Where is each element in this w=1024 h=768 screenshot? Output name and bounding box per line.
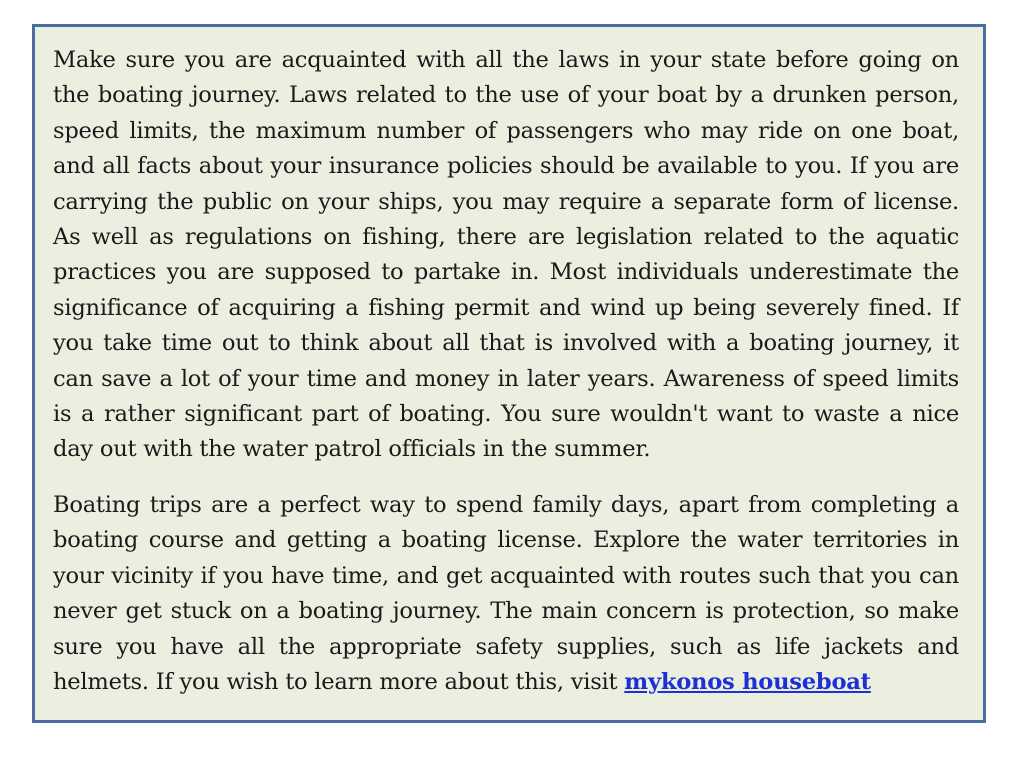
paragraph-trips-text: Boating trips are a perfect way to spend family days, apart from completing a boating course and getting a boating license. Explore the water territories in your vicinity if you have time, and get acquainted with routes such that you can never get stuck on a boating journey. The main concern is protection, so make sure you have all the appropriate safety supplies, such as life jackets and helmets. If you wish to learn more about this, visit [53, 491, 959, 695]
text-box [32, 24, 986, 723]
paragraph-laws: Make sure you are acquainted with all the laws in your state before going on the boating journey. Laws related to the use of your boat by a drunken person, speed limits, the maximum number of passengers who may ride on one boat, and all facts about your insurance policies should be available to you. If you are carrying the public on your ships, you may require a separate form of license. As well as regulations on fishing, there are legislation related to the aquatic practices you are supposed to partake in. Most individuals underestimate the significance of acquiring a fishing permit and wind up being severely fined. If you take time out to think about all that is involved with a boating journey, it can save a lot of your time and money in later years. Awareness of speed limits is a rather significant part of boating. You sure wouldn't want to waste a nice day out with the water patrol officials in the summer. [53, 47, 959, 463]
mykonos-houseboat-link[interactable]: mykonos houseboat [624, 668, 871, 695]
paragraph-trips [53, 488, 959, 700]
